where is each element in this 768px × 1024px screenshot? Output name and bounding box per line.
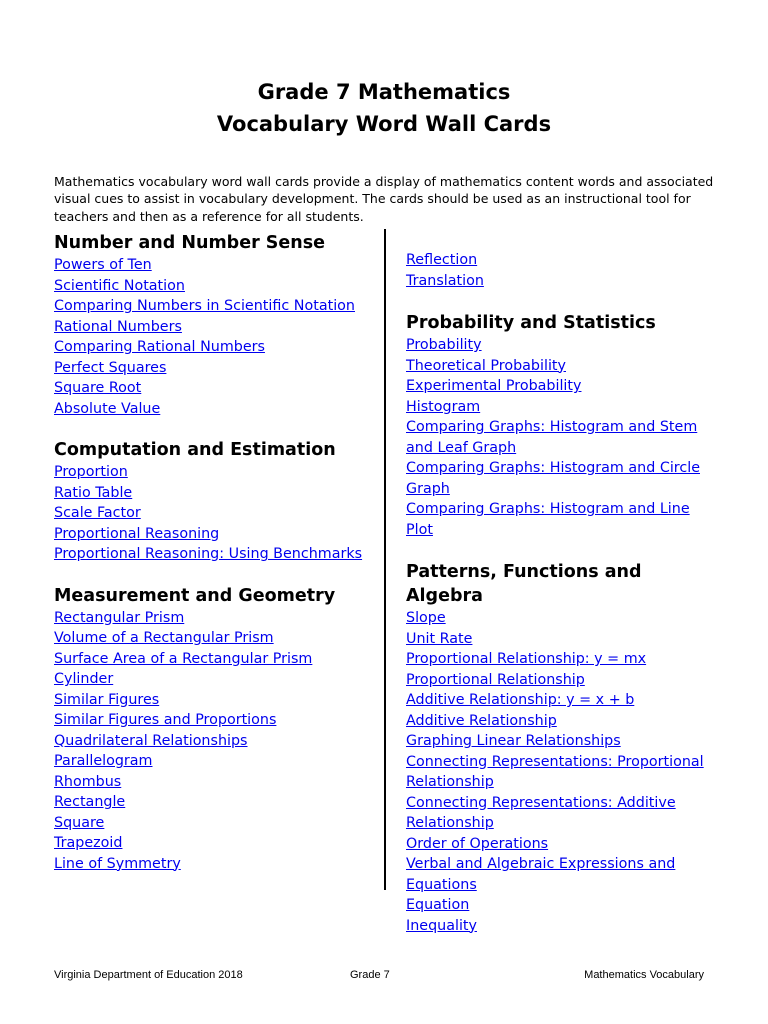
link-inequality[interactable]: Inequality: [406, 917, 477, 934]
list-item: [406, 608, 716, 629]
list-item: [406, 834, 716, 855]
link-proportional-relationship-y-mx[interactable]: Proportional Relationship: y = mx: [406, 651, 647, 667]
link-translation[interactable]: Translation: [406, 272, 484, 289]
list-item: [54, 628, 374, 649]
list-item: [54, 608, 374, 629]
list-item: [406, 335, 716, 356]
page-subtitle: Vocabulary Word Wall Cards: [216, 112, 552, 136]
left-column: [54, 231, 374, 874]
list-item: [54, 710, 374, 731]
link-quadrilateral-relationships[interactable]: Quadrilateral Relationships: [54, 732, 248, 749]
link-parallelogram[interactable]: Parallelogram: [54, 753, 153, 769]
link-reflection[interactable]: Reflection: [406, 252, 478, 268]
link-list: [54, 255, 374, 419]
section-heading-probability-and-statistics: Probability and Statistics: [406, 313, 656, 333]
list-item: [54, 483, 374, 504]
footer-grade: Grade 7: [350, 969, 390, 981]
link-theoretical-probability[interactable]: Theoretical Probability: [406, 357, 566, 374]
link-comparing-numbers-in-scientific-notation[interactable]: Comparing Numbers in Scientific Notation: [54, 298, 355, 314]
link-line-of-symmetry[interactable]: Line of Symmetry: [54, 855, 181, 872]
link-proportional-reasoning[interactable]: Proportional Reasoning: [54, 525, 220, 542]
link-rectangular-prism[interactable]: Rectangular Prism: [54, 609, 185, 626]
list-item: [54, 317, 374, 338]
list-item: [54, 751, 374, 772]
link-proportion[interactable]: Proportion: [54, 464, 128, 480]
link-probability[interactable]: Probability: [406, 337, 482, 353]
link-slope[interactable]: Slope: [406, 610, 446, 626]
list-item: [54, 255, 374, 276]
link-surface-area-of-a-rectangular-prism[interactable]: Surface Area of a Rectangular Prism: [54, 650, 313, 667]
list-item: [406, 458, 716, 499]
link-proportional-reasoning-using-benchmarks[interactable]: Proportional Reasoning: Using Benchmarks: [54, 546, 363, 562]
link-comparing-graphs-histogram-and-stem-and-leaf-graph[interactable]: Comparing Graphs: Histogram and Stem and Leaf Graph: [406, 419, 698, 456]
link-list: [54, 608, 374, 875]
link-similar-figures[interactable]: Similar Figures: [54, 691, 160, 708]
list-item: [54, 462, 374, 483]
link-list: [54, 462, 374, 565]
link-list: [406, 335, 716, 540]
link-equation[interactable]: Equation: [406, 897, 470, 913]
link-connecting-representations-proportional-relationship[interactable]: Connecting Representations: Proportional Relationship: [406, 753, 704, 790]
link-volume-of-a-rectangular-prism[interactable]: Volume of a Rectangular Prism: [54, 630, 274, 646]
list-item: [406, 670, 716, 691]
link-additive-relationship-y-x-b[interactable]: Additive Relationship: y = x + b: [406, 692, 635, 708]
list-item: [54, 544, 374, 565]
section-spacer: [54, 565, 374, 584]
list-item: [406, 649, 716, 670]
link-experimental-probability[interactable]: Experimental Probability: [406, 378, 582, 394]
link-list: [406, 250, 716, 291]
list-item: [406, 916, 716, 937]
link-order-of-operations[interactable]: Order of Operations: [406, 835, 549, 852]
list-item: [406, 731, 716, 752]
list-item: [406, 417, 716, 458]
list-item: [54, 296, 374, 317]
link-ratio-table[interactable]: Ratio Table: [54, 484, 133, 501]
list-item: [54, 731, 374, 752]
link-absolute-value[interactable]: Absolute Value: [54, 400, 161, 417]
list-item: [406, 376, 716, 397]
link-perfect-squares[interactable]: Perfect Squares: [54, 359, 167, 376]
list-item: [54, 358, 374, 379]
list-item: [54, 792, 374, 813]
list-item: [406, 250, 716, 271]
link-unit-rate[interactable]: Unit Rate: [406, 630, 473, 647]
link-comparing-graphs-histogram-and-line-plot[interactable]: Comparing Graphs: Histogram and Line Plot: [406, 501, 690, 538]
link-powers-of-ten[interactable]: Powers of Ten: [54, 257, 152, 273]
link-trapezoid[interactable]: Trapezoid: [54, 835, 123, 851]
link-rhombus[interactable]: Rhombus: [54, 773, 122, 790]
section-heading-measurement-and-geometry: Measurement and Geometry: [54, 585, 336, 606]
list-item: [406, 793, 716, 834]
list-item: [54, 772, 374, 793]
link-comparing-rational-numbers[interactable]: Comparing Rational Numbers: [54, 339, 265, 355]
list-item: [54, 337, 374, 358]
list-item: [54, 503, 374, 524]
right-column: [406, 250, 716, 936]
link-verbal-and-algebraic-expressions-and-equations[interactable]: Verbal and Algebraic Expressions and Equations: [406, 856, 676, 893]
list-item: [406, 711, 716, 732]
list-item: [54, 669, 374, 690]
list-item: [54, 649, 374, 670]
list-item: [54, 833, 374, 854]
list-item: [54, 524, 374, 545]
link-square-root[interactable]: Square Root: [54, 380, 142, 396]
list-item: [406, 690, 716, 711]
section-spacer: [54, 419, 374, 438]
link-rational-numbers[interactable]: Rational Numbers: [54, 318, 182, 335]
link-histogram[interactable]: Histogram: [406, 398, 481, 415]
link-proportional-relationship[interactable]: Proportional Relationship: [406, 671, 585, 688]
footer-publisher: Virginia Department of Education 2018: [54, 969, 243, 981]
page-title: Grade 7 Mathematics: [257, 80, 511, 104]
link-similar-figures-and-proportions[interactable]: Similar Figures and Proportions: [54, 712, 277, 728]
list-item: [54, 399, 374, 420]
footer-subject: Mathematics Vocabulary: [584, 969, 704, 981]
list-item: [54, 276, 374, 297]
list-item: [406, 499, 716, 540]
link-cylinder[interactable]: Cylinder: [54, 671, 114, 687]
link-connecting-representations-additive-relationship[interactable]: Connecting Representations: Additive Relationship: [406, 794, 676, 831]
link-comparing-graphs-histogram-and-circle-graph[interactable]: Comparing Graphs: Histogram and Circle Graph: [406, 460, 700, 497]
list-item: [406, 895, 716, 916]
link-list: [406, 608, 716, 936]
column-divider: [384, 229, 386, 890]
list-item: [406, 271, 716, 292]
list-item: [406, 356, 716, 377]
list-item: [406, 397, 716, 418]
link-scientific-notation[interactable]: Scientific Notation: [54, 277, 185, 294]
list-item: [54, 378, 374, 399]
section-heading-patterns-functions-and-algebra: Patterns, Functions and Algebra: [406, 562, 642, 606]
link-graphing-linear-relationships[interactable]: Graphing Linear Relationships: [406, 733, 621, 749]
list-item: [54, 813, 374, 834]
list-item: [406, 854, 716, 895]
list-item: [54, 690, 374, 711]
list-item: [406, 752, 716, 793]
section-heading-number-and-number-sense: Number and Number Sense: [54, 233, 326, 253]
section-spacer: [406, 540, 716, 560]
section-heading-computation-and-estimation: Computation and Estimation: [54, 440, 336, 460]
link-scale-factor[interactable]: Scale Factor: [54, 505, 141, 521]
link-square[interactable]: Square: [54, 814, 105, 831]
section-spacer: [406, 291, 716, 311]
list-item: [406, 629, 716, 650]
link-additive-relationship[interactable]: Additive Relationship: [406, 712, 557, 729]
intro-paragraph: Mathematics vocabulary word wall cards provide a display of mathematics content words and associated visual cues to assist in vocabulary development. The cards should be used as an instructional tool for teachers and then as a reference for all students.: [54, 173, 714, 224]
link-rectangle[interactable]: Rectangle: [54, 794, 126, 810]
list-item: [54, 854, 374, 875]
